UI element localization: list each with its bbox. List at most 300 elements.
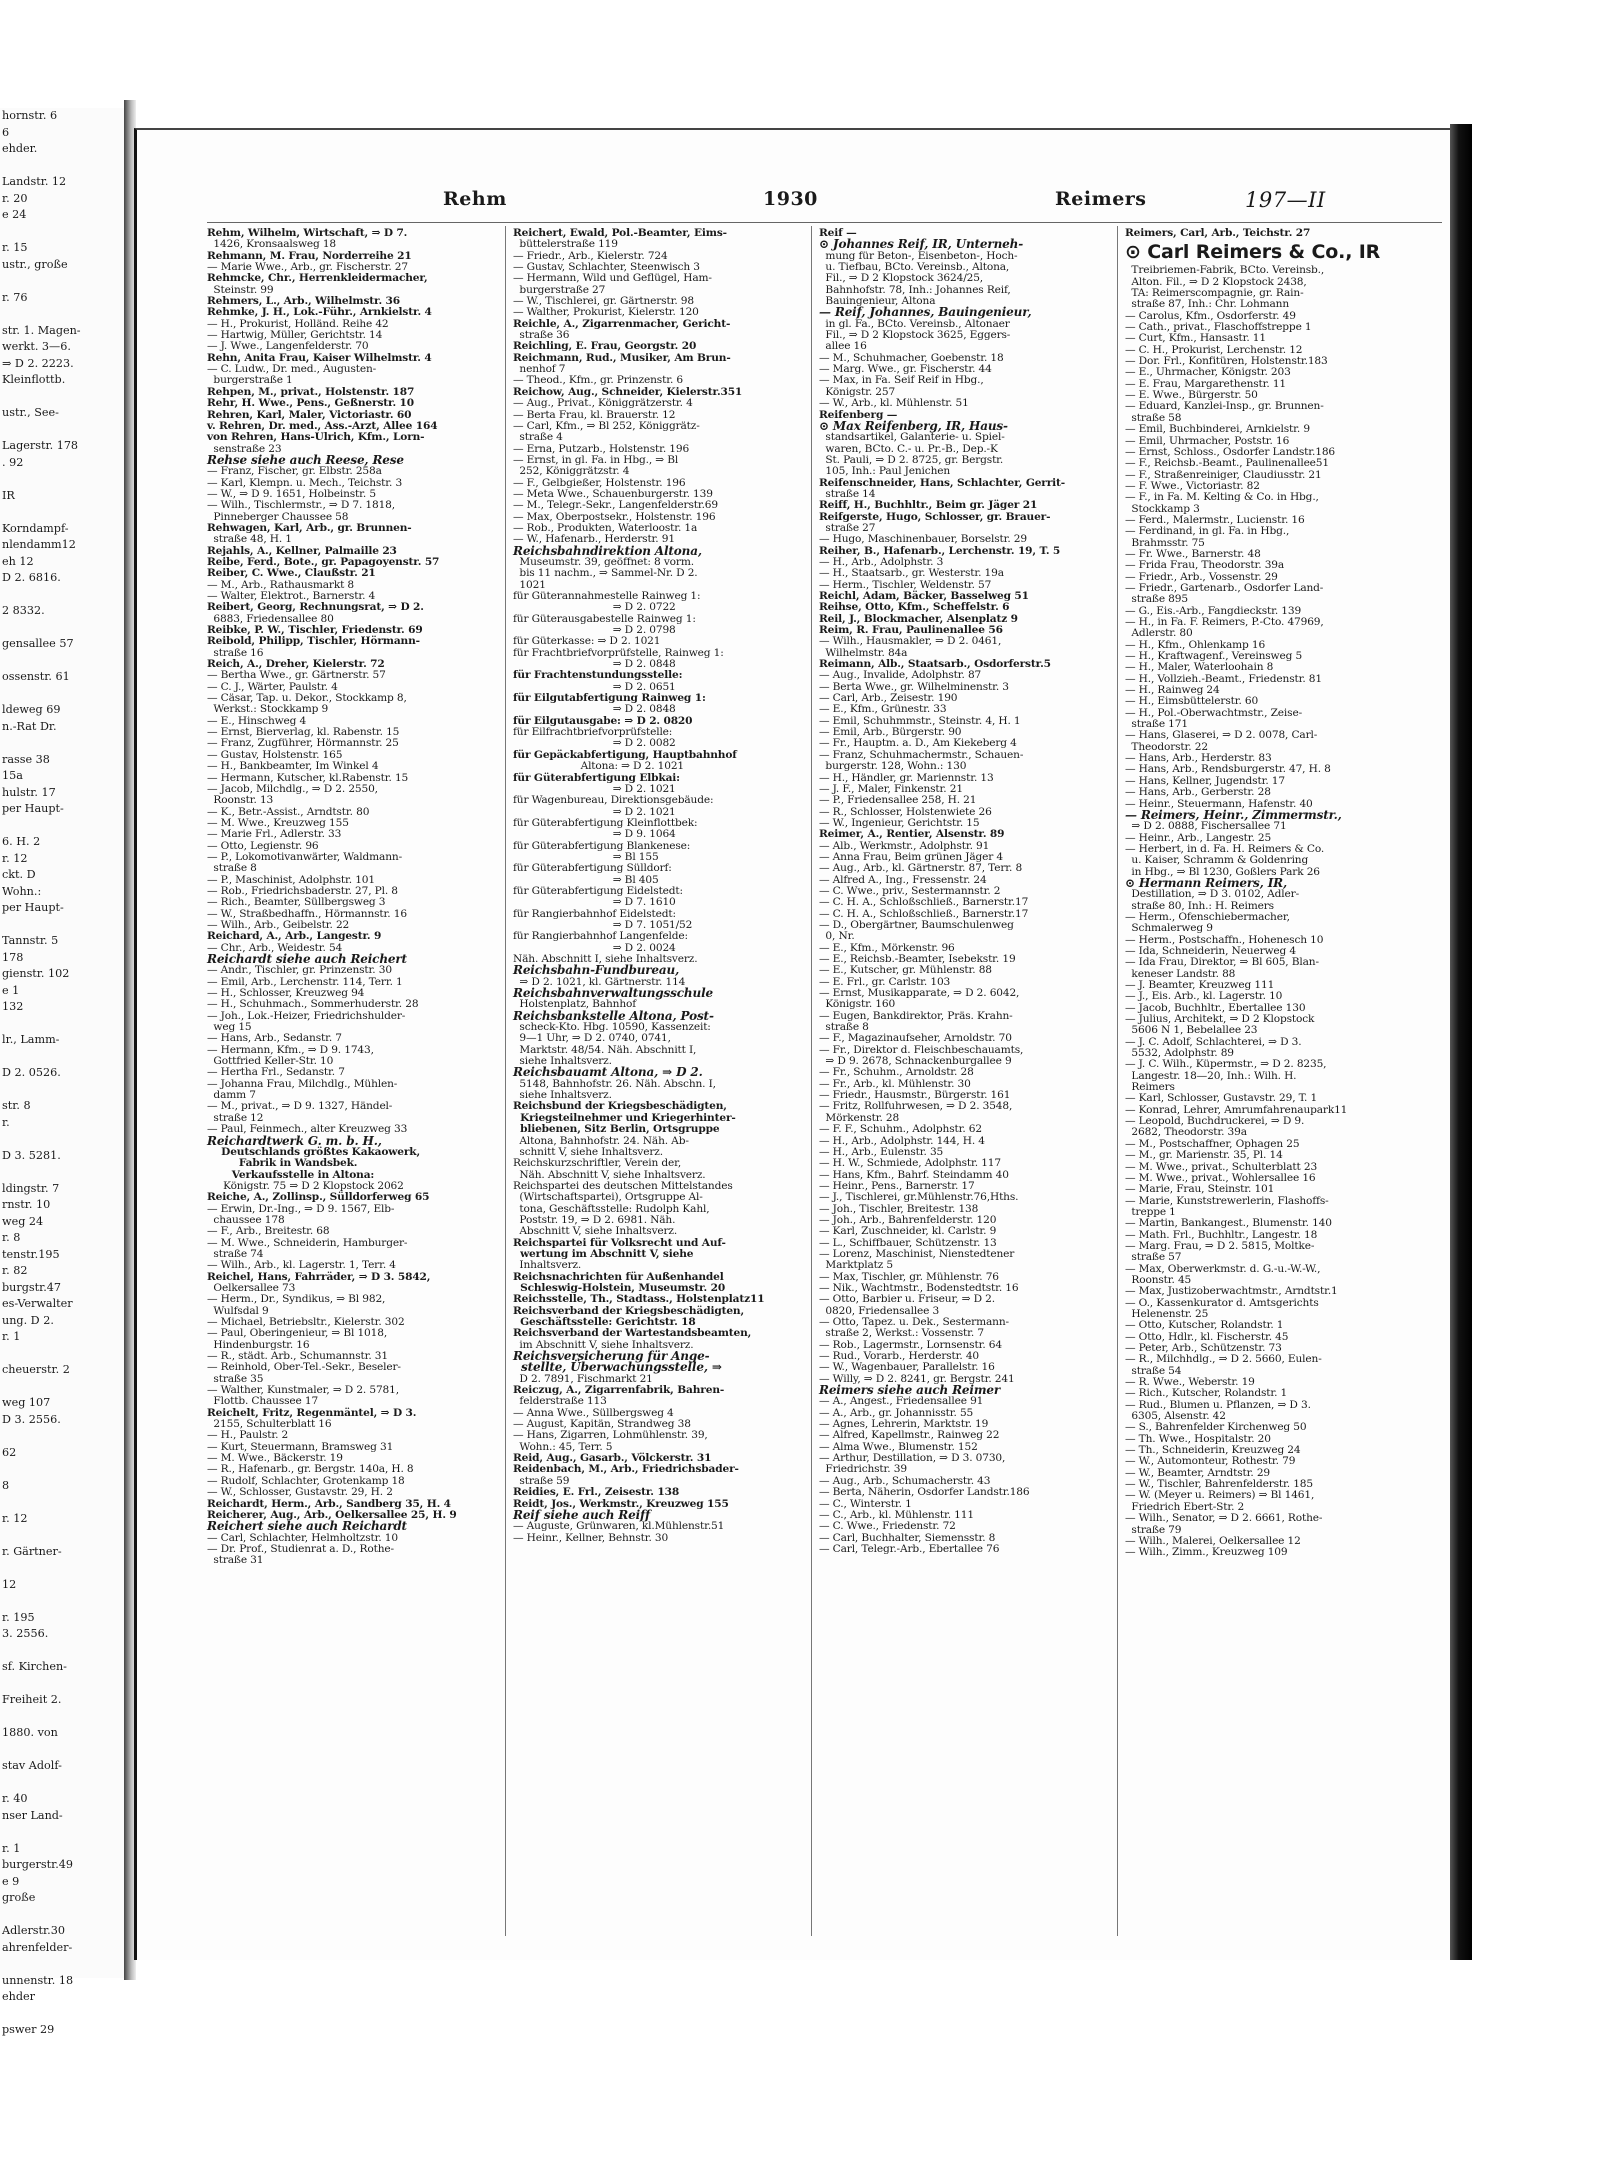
prev-page-line: r. 40 (2, 1792, 28, 1805)
prev-page-line: D 3. 5281. (2, 1148, 61, 1162)
entry-line: ⇒ D 2. 0651 (513, 680, 676, 693)
entry-line: — Kurt, Steuermann, Bramsweg 31 (207, 1440, 394, 1453)
entry-line: — C. H. A., Schloßschließ., Barnerstr.17 (819, 907, 1029, 920)
prev-page-line: Landstr. 12 (2, 175, 67, 188)
entry-heading: Reiber, C. Wwe., Claußstr. 21 (207, 567, 376, 580)
entry-line: — Hans, Arb., Gerberstr. 28 (1125, 786, 1271, 799)
entry-line: — M. Wwe., Schneiderin, Hamburger- (207, 1236, 408, 1249)
entry-line: Reichspartei des deutschen Mittelstandes (513, 1179, 733, 1192)
entry-heading: Reibe, Ferd., Bote., gr. Papagoyenstr. 57 (207, 555, 440, 568)
entry-heading: Reimer, A., Rentier, Alsenstr. 89 (819, 828, 1005, 841)
entry-line: für Güterabfertigung Kleinflottbek: (513, 816, 698, 829)
prev-page-line: ldingstr. 7 (2, 1181, 60, 1195)
entry-line: — R., Milchhdlg., ⇒ D 2. 5660, Eulen- (1125, 1353, 1322, 1366)
entry-line: — Friedr., Gartenarb., Osdorfer Land- (1125, 581, 1324, 594)
entry-line: — Meta Wwe., Schauenburgerstr. 139 (513, 487, 713, 500)
prev-page-line: Tannstr. 5 (2, 934, 59, 947)
entry-line: — Fr., Direktor d. Fleischbeschauamts, (819, 1043, 1024, 1056)
column-2 (513, 228, 803, 1948)
entry-line: büttelerstraße 119 (513, 238, 618, 251)
entry-line: für Eilfrachtbriefvorprüfstelle: (513, 726, 673, 739)
entry-line: straße 12 (207, 1111, 264, 1124)
entry-line: — Otto, Tapez. u. Dek., Sestermann- (819, 1316, 1009, 1328)
entry-line: Brahmsstr. 75 (1125, 536, 1205, 549)
entry-line: Bauingenieur, Altona (819, 295, 936, 308)
entry-heading: Reichert, Ewald, Pol.-Beamter, Eims- (513, 227, 727, 239)
entry-line: — Aug., Arb., Schumacherstr. 43 (819, 1474, 991, 1487)
entry-line: — Marie, Frau, Steinstr. 101 (1125, 1183, 1275, 1196)
entry-line: — Hans, Arb., Herderstr. 83 (1125, 752, 1272, 765)
entry-line: — Rob., Lagermstr., Lornsenstr. 64 (819, 1338, 1002, 1351)
column-1 (207, 228, 497, 1948)
entry-line: — C. Wwe., priv., Sestermannstr. 2 (819, 884, 1001, 897)
entry-line: — J. C. Wilh., Küpermstr., ⇒ D 2. 8235, (1125, 1058, 1327, 1071)
entry-line: — Otto, Hdlr., kl. Fischerstr. 45 (1125, 1330, 1289, 1343)
prev-page-line (0, 587, 124, 604)
entry-line: — P., Friedensallee 258, H. 21 (819, 794, 977, 807)
entry-line: Schmalerweg 9 (1125, 922, 1213, 935)
prev-page-line: werkt. 3—6. (2, 340, 71, 353)
entry-heading: Rehren, Karl, Maler, Victoriastr. 60 (207, 408, 412, 421)
entry-line: Museumstr. 39, geöffnet: 8 vorm. (513, 555, 694, 568)
entry-line: — Heinr., Steuermann, Hafenstr. 40 (1125, 797, 1313, 810)
entry-line: — Carl, Arb., Zeisestr. 190 (819, 692, 958, 705)
entry-heading: Reichow, Aug., Schneider, Kielerstr.351 (513, 385, 743, 398)
prev-page-line: ldeweg 69 (2, 703, 61, 716)
entry-line: 5532, Adolphstr. 89 (1125, 1047, 1234, 1060)
entry-line: Theodorstr. 22 (1125, 740, 1208, 753)
entry-line: straße 36 (513, 329, 570, 342)
entry-line: chaussee 178 (207, 1213, 285, 1226)
entry-line: — Walter, Elektrot., Barnerstr. 4 (207, 590, 376, 602)
entry-heading: Reihse, Otto, Kfm., Scheffelstr. 6 (819, 601, 1010, 614)
prev-page-line (0, 653, 124, 670)
entry-line: — A., Arb., gr. Johannisstr. 55 (819, 1406, 974, 1419)
entry-line: — C. Ludw., Dr. med., Augusten- (207, 363, 377, 376)
prev-page-line (0, 1494, 124, 1511)
entry-line: — Joh., Lok.-Heizer, Friedrichshulder- (207, 1009, 406, 1022)
entry-line: Destillation, ⇒ D 3. 0102, Adler- (1125, 888, 1300, 901)
prev-page-line (0, 917, 124, 934)
entry-line: — Herm., Ofenschiebermacher, (1125, 910, 1290, 923)
entry-line: 5606 N 1, Bebelallee 23 (1125, 1024, 1258, 1037)
page-edge-shadow (1450, 124, 1472, 1960)
entry-line: — Dor. Frl., Konfitüren, Holstenstr.183 (1125, 355, 1328, 368)
entry-line: — J. Wwe., Langenfelderstr. 70 (207, 340, 369, 353)
prev-page-line (0, 1379, 124, 1396)
prev-page-line: 62 (2, 1445, 17, 1459)
entry-heading: Reimann, Alb., Staatsarb., Osdorferstr.5 (819, 658, 1051, 671)
prev-page-line: r. 82 (2, 1264, 28, 1277)
entry-line: straße 4 (513, 431, 563, 444)
prev-page-line: Adlerstr.30 (2, 1924, 65, 1937)
prev-page-line: e 9 (2, 1874, 20, 1888)
header-right-word: Reimers (1055, 188, 1147, 210)
entry-line: — C. Wwe., Friedenstr. 72 (819, 1520, 956, 1533)
entry-line: — Otto, Legienstr. 96 (207, 839, 319, 852)
prev-page-line: Wohn.: (2, 884, 42, 898)
entry-line: — Fritz, Rollfuhrwesen, ⇒ D 2. 3548, (819, 1100, 1013, 1113)
prev-page-line (0, 1824, 124, 1841)
entry-line: — M., Postschaffner, Ophagen 25 (1125, 1137, 1300, 1150)
entry-line: — W., Schlosser, Gustavstr. 29, H. 2 (207, 1486, 393, 1499)
prev-page-line (0, 389, 124, 406)
entry-line: — Carl, Schlachter, Helmholtzstr. 10 (207, 1531, 398, 1544)
entry-line: Reimers (1125, 1081, 1175, 1094)
entry-line: Friedrichstr. 39 (819, 1463, 907, 1476)
entry-heading: Rejahls, A., Kellner, Palmaille 23 (207, 544, 397, 557)
entry-line: — E., Hinschweg 4 (207, 714, 307, 727)
entry-line: — Herm., Dr., Syndikus, ⇒ Bl 982, (207, 1293, 386, 1306)
entry-line: burgerstr. 128, Wohn.: 130 (819, 760, 967, 773)
entry-line: — Berta, Näherin, Osdorfer Landstr.186 (819, 1486, 1030, 1499)
entry-line: — Rob., Produkten, Waterloostr. 1a (513, 521, 698, 534)
entry-line: — Aug., Privat., Königgrätzerstr. 4 (513, 397, 693, 410)
entry-line: — Frida Frau, Theodorstr. 39a (1125, 559, 1285, 572)
entry-line: mung für Beton-, Eisenbeton-, Hoch- (819, 249, 1018, 262)
entry-line: Königstr. 257 (819, 385, 896, 398)
entry-heading: — Reif, Johannes, Bauingenieur, (819, 305, 1032, 320)
entry-line: — M., gr. Marienstr. 35, Pl. 14 (1125, 1149, 1283, 1162)
entry-heading: Reichsbahndirektion Altona, (513, 543, 702, 558)
entry-line: — Carolus, Kfm., Osdorferstr. 49 (1125, 309, 1296, 322)
entry-line: — Marie Wwe., Arb., gr. Fischerstr. 27 (207, 261, 408, 274)
entry-heading: für Frachtenstundungsstelle: (513, 669, 683, 682)
entry-line: — F., Magazinaufseher, Arnoldstr. 70 (819, 1032, 1012, 1045)
prev-page-line: per Haupt- (2, 901, 64, 914)
prev-page-line: D 3. 2556. (2, 1412, 61, 1426)
entry-line: — H., Staatsarb., gr. Westerstr. 19a (819, 567, 1004, 580)
entry-line: straße 8 (819, 1021, 869, 1034)
entry-line: 1426, Kronsaalsweg 18 (207, 238, 337, 251)
entry-heading: Rehse siehe auch Reese, Rese (207, 452, 404, 467)
entry-line: — Hugo, Maschinenbauer, Borselstr. 29 (819, 533, 1027, 546)
entry-line: — Heinr., Pens., Barnerstr. 17 (819, 1179, 975, 1192)
prev-page-line (0, 1016, 124, 1033)
prev-page-line (0, 1461, 124, 1478)
entry-heading: Reichsbahnverwaltungsschule (513, 986, 713, 1001)
entry-line: — Max, Oberpostsekr., Holstenstr. 196 (513, 510, 716, 523)
entry-line: — E. Frau, Margarethenstr. 11 (1125, 377, 1287, 390)
entry-line: — R., Schlosser, Holstenwiete 26 (819, 805, 992, 818)
entry-heading: Reimers, Carl, Arb., Teichstr. 27 (1125, 227, 1311, 239)
entry-line: — Eugen, Bankdirektor, Präs. Krahn- (819, 1009, 1013, 1022)
entry-line: — M. Wwe., Bäckerstr. 19 (207, 1452, 343, 1465)
entry-line: — Marie Frl., Adlerstr. 33 (207, 828, 342, 841)
entry-line: straße 59 (513, 1474, 570, 1487)
entry-line: straße 2, Werkst.: Vossenstr. 7 (819, 1327, 984, 1340)
entry-line: — W., Tischler, Bahrenfelderstr. 185 (1125, 1478, 1313, 1491)
entry-line: treppe 1 (1125, 1205, 1176, 1218)
prev-page-line: 6. H. 2 (2, 835, 41, 848)
entry-line: — Rud., Blumen u. Pflanzen, ⇒ D 3. (1125, 1398, 1311, 1411)
column-4 (1125, 228, 1415, 1948)
entry-line: — Johanna Frau, Milchdlg., Mühlen- (207, 1077, 398, 1090)
entry-line: standsartikel, Galanterie- u. Spiel- (819, 431, 1005, 444)
entry-line: — Ernst, Musikapparate, ⇒ D 2. 6042, (819, 987, 1020, 1000)
prev-page-line (0, 1131, 124, 1148)
entry-line: — Peter, Arb., Schützenstr. 73 (1125, 1342, 1282, 1354)
prev-page-line: 2 8332. (2, 604, 45, 617)
entry-heading: Reichsbund der Kriegsbeschädigten, (513, 1100, 727, 1113)
prev-page-line (0, 1643, 124, 1660)
entry-line: — Anna Frau, Beim grünen Jäger 4 (819, 850, 1004, 863)
entry-line: — H., Schlosser, Kreuzweg 94 (207, 987, 365, 1000)
entry-line: ⇒ D 2. 1021 (513, 805, 676, 818)
entry-line: — Franz, Schuhmachermstr., Schauen- (819, 748, 1024, 761)
entry-line: — H., in Fa. F. Reimers, P.-Cto. 47969, (1125, 616, 1324, 628)
entry-line: — P., Lokomotivanwärter, Waldmann- (207, 850, 402, 863)
prev-page-line: ⇒ D 2. 2223. (2, 356, 74, 370)
entry-heading: Verkaufsstelle in Altona: (207, 1168, 375, 1181)
entry-line: — Julius, Architekt, ⇒ D 2 Klopstock (1125, 1013, 1315, 1026)
prev-page-line: 8 (2, 1478, 10, 1492)
entry-line: 9—1 Uhr, ⇒ D 2. 0740, 0741, (513, 1032, 671, 1045)
entry-line: — H., Paulstr. 2 (207, 1429, 289, 1442)
prev-page-line (0, 2006, 124, 2023)
entry-line: Marktstr. 48/54. Näh. Abschnitt I, (513, 1043, 697, 1056)
entry-line: — Heinr., Kellner, Behnstr. 30 (513, 1531, 669, 1544)
entry-line: — W., Automonteur, Rothestr. 79 (1125, 1455, 1296, 1468)
entry-line: Altona: ⇒ D 2. 1021 (513, 760, 685, 773)
entry-line: — Fr., Arb., kl. Mühlenstr. 30 (819, 1077, 971, 1090)
prev-page-line (0, 1049, 124, 1066)
entry-line: — Paul, Feinmech., alter Kreuzweg 33 (207, 1123, 408, 1136)
entry-heading: Reichle, A., Zigarrenmacher, Gericht- (513, 317, 731, 330)
prev-page-line: weg 107 (2, 1396, 51, 1409)
entry-line: Werkst.: Stockkamp 9 (207, 703, 329, 716)
entry-heading: Reichsstelle, Th., Stadtass., Holstenplatz11 (513, 1293, 765, 1306)
entry-line: Fil., ⇒ D 2 Klopstock 3624/25, (819, 272, 984, 285)
entry-line: ⇒ D 9. 2678, Schnackenburgallee 9 (819, 1055, 1012, 1068)
entry-line: — H. W., Schmiede, Adolphstr. 117 (819, 1157, 1001, 1170)
entry-heading: für Eilgutabfertigung Rainweg 1: (513, 692, 706, 705)
entry-heading: Reichardt siehe auch Reichert (207, 952, 407, 966)
entry-line: — Hans, Kfm., Bahrf. Steindamm 40 (819, 1168, 1009, 1181)
prev-page-line: ehder (2, 1990, 35, 2003)
entry-line: St. Pauli, ⇒ D 2. 8725, gr. Bergstr. (819, 453, 1004, 466)
column-divider (811, 226, 812, 1936)
entry-heading: Reichling, E. Frau, Georgstr. 20 (513, 340, 697, 353)
entry-line: — H., Kfm., Ohlenkamp 16 (1125, 638, 1266, 651)
entry-line: — Walther, Kunstmaler, ⇒ D 2. 5781, (207, 1384, 399, 1397)
entry-line: für Güterannahmestelle Rainweg 1: (513, 590, 701, 602)
entry-line: (Wirtschaftspartei), Ortsgruppe Al- (513, 1191, 703, 1204)
entry-line: — M., privat., ⇒ D 9. 1327, Händel- (207, 1100, 393, 1113)
entry-line: Steinstr. 99 (207, 283, 274, 296)
prev-page-line: ossenstr. 61 (2, 670, 70, 683)
entry-line: — M. Wwe., privat., Wohlersallee 16 (1125, 1171, 1316, 1184)
entry-line: — Friedr., Arb., Vossenstr. 29 (1125, 570, 1278, 583)
entry-line: — Lorenz, Maschinist, Nienstedtener (819, 1247, 1015, 1260)
entry-line: — Nik., Wachtmstr., Bodenstedtstr. 16 (819, 1281, 1019, 1294)
entry-line: burgerstraße 1 (207, 374, 293, 387)
entry-heading: Reichert siehe auch Reichardt (207, 1519, 407, 1534)
prev-page-line: ustr., See- (2, 406, 59, 419)
entry-heading: Rehn, Anita Frau, Kaiser Wilhelmstr. 4 (207, 351, 432, 364)
entry-heading: ⊙ Max Reifenberg, IR, Haus- (819, 418, 1008, 433)
entry-line: Helenenstr. 25 (1125, 1307, 1209, 1320)
entry-line: — E., Kfm., Mörkenstr. 96 (819, 941, 955, 954)
entry-heading: wertung im Abschnitt V, siehe (513, 1247, 694, 1260)
entry-heading: Reiff, H., Buchhltr., Beim gr. Jäger 21 (819, 499, 1038, 512)
prev-page-line: 1880. von (2, 1726, 58, 1739)
prev-page-line: 3. 2556. (2, 1627, 49, 1640)
entry-line: Fil., ⇒ D 2 Klopstock 3625, Eggers- (819, 329, 1011, 342)
prev-page-line (0, 1907, 124, 1924)
entry-line: schnitt V, siehe Inhaltsverz. (513, 1145, 663, 1158)
prev-page-line (0, 1527, 124, 1544)
prev-page-line (0, 1560, 124, 1577)
entry-line: — E., Reichsb.-Beamter, Isebekstr. 19 (819, 953, 1016, 965)
entry-line: straße 27 (819, 521, 876, 534)
entry-heading: Rehmers, L., Arb., Wilhelmstr. 36 (207, 295, 400, 308)
entry-line: 1021 (513, 578, 546, 591)
entry-line: straße 35 (207, 1372, 264, 1385)
entry-line: — H., Prokurist, Holländ. Reihe 42 (207, 317, 389, 330)
entry-line: straße 87, Inh.: Chr. Lohmann (1125, 298, 1290, 311)
entry-line: — Anna Wwe., Süllbergsweg 4 (513, 1406, 674, 1419)
prev-page-line: r. 15 (2, 241, 28, 254)
prev-page-line: ahrenfelder- (2, 1940, 73, 1954)
entry-heading: Reifgerste, Hugo, Schlosser, gr. Brauer- (819, 510, 1051, 523)
entry-line: 6305, Alsenstr. 42 (1125, 1410, 1226, 1423)
prev-page-line (0, 686, 124, 703)
entry-heading: Reiche, A., Zollinsp., Sülldorferweg 65 (207, 1191, 430, 1204)
entry-heading: Reid, Aug., Gasarb., Völckerstr. 31 (513, 1452, 712, 1465)
entry-heading: für Güterabfertigung Elbkai: (513, 771, 680, 784)
entry-line: — Emil, Arb., Lerchenstr. 114, Terr. 1 (207, 975, 403, 988)
prev-page-line (0, 735, 124, 752)
entry-line: Mörkenstr. 28 (819, 1111, 900, 1124)
entry-line: ⇒ D 2. 1021 (513, 782, 676, 795)
entry-line: burgerstraße 27 (513, 283, 606, 296)
entry-heading: Deutschlands größtes Kakaowerk, (207, 1145, 420, 1158)
entry-line: — H., Händler, gr. Mariennstr. 13 (819, 771, 994, 784)
column-3 (819, 228, 1109, 1948)
entry-line: weg 15 (207, 1021, 252, 1034)
entry-line: — Theod., Kfm., gr. Prinzenstr. 6 (513, 374, 683, 387)
entry-line: D 2. 7891, Fischmarkt 21 (513, 1372, 653, 1385)
entry-line: — Ida, Schneiderin, Neuerweg 4 (1125, 944, 1296, 957)
entry-line: Flottb. Chaussee 17 (207, 1395, 319, 1408)
prev-page-line (0, 1346, 124, 1363)
entry-line: — Karl, Zuschneider, kl. Carlstr. 9 (819, 1225, 997, 1238)
prev-page-line: tenstr.195 (2, 1247, 60, 1261)
prev-page-line: IR (2, 488, 15, 502)
entry-line: — Gustav, Schlachter, Steenwisch 3 (513, 261, 700, 274)
entry-line: für Wagenbureau, Direktionsgebäude: (513, 794, 714, 807)
entry-line: straße 31 (207, 1554, 264, 1567)
entry-line: — H., Arb., Adolphstr. 144, H. 4 (819, 1134, 985, 1147)
entry-line: — Wilh., Hausmakler, ⇒ D 2. 0461, (819, 635, 1002, 648)
entry-line: Reichskurzschriftler, Verein der, (513, 1157, 682, 1170)
entry-line: — M., Schuhmacher, Goebenstr. 18 (819, 351, 1004, 364)
entry-heading: Reichelt, Fritz, Regenmäntel, ⇒ D 3. (207, 1406, 417, 1419)
entry-line: — F. F., Schuhm., Adolphstr. 62 (819, 1123, 982, 1136)
prev-page-line: r. Gärtner- (2, 1544, 62, 1558)
prev-page-line (0, 1956, 124, 1973)
entry-line: — R., städt. Arb., Schumannstr. 31 (207, 1350, 388, 1363)
prev-page-line: n.-Rat Dr. (2, 719, 57, 733)
column-divider (1117, 226, 1118, 1936)
entry-line: — M., Arb., Rathausmarkt 8 (207, 578, 355, 591)
prev-page-line: Kleinflottb. (2, 373, 66, 386)
prev-page-line (0, 1082, 124, 1099)
entry-line: — O., Kassenkurator d. Amtsgerichts (1125, 1296, 1319, 1309)
prev-page-line: sf. Kirchen- (2, 1660, 67, 1673)
prev-page-line (0, 1676, 124, 1693)
prev-page-line: 178 (2, 950, 24, 964)
entry-heading: Reiher, B., Hafenarb., Lerchenstr. 19, T. 5 (819, 544, 1061, 557)
entry-line: — Joh., Tischler, Breitestr. 138 (819, 1202, 979, 1215)
entry-line: — Erwin, Dr.-Ing., ⇒ D 9. 1567, Elb- (207, 1202, 395, 1215)
prev-page-line: ehder. (2, 142, 38, 155)
entry-line: Oelkersallee 73 (207, 1281, 296, 1294)
entry-line: — Fr., Hauptm. a. D., Am Kiekeberg 4 (819, 737, 1017, 750)
prev-page-line (0, 620, 124, 637)
entry-heading: — Reimers, Heinr., Zimmermstr., (1125, 807, 1342, 822)
entry-line: — W., Straßbedhaffn., Hörmannstr. 16 (207, 907, 407, 920)
entry-heading: bliebenen, Sitz Berlin, Ortsgruppe (513, 1123, 720, 1136)
prev-page-line: r. 12 (2, 851, 28, 865)
entry-line: — Fr., Schuhm., Arnoldstr. 28 (819, 1066, 974, 1079)
entry-line: 0, Nr. (819, 930, 855, 943)
entry-heading: Reichsnachrichten für Außenhandel (513, 1270, 724, 1283)
entry-line: — F. Wwe., Victoriastr. 82 (1125, 479, 1260, 492)
entry-line: für Frachtbriefvorprüfstelle, Rainweg 1: (513, 646, 724, 659)
prev-page-line (0, 1428, 124, 1445)
entry-line: — W., Wagenbauer, Parallelstr. 16 (819, 1361, 995, 1374)
entry-line: — Dr. Prof., Studienrat a. D., Rothe- (207, 1542, 394, 1555)
entry-line: Holstenplatz, Bahnhof (513, 998, 637, 1011)
prev-page-line: D 2. 6816. (2, 571, 61, 584)
entry-line: ⇒ D 2. 1021, kl. Gärtnerstr. 114 (513, 975, 686, 988)
entry-line: straße 80, Inh.: H. Reimers (1125, 899, 1274, 912)
entry-line: — Aug., Arb., kl. Gärtnerstr. 87, Terr. 8 (819, 862, 1023, 875)
entry-line: Näh. Abschnitt I, siehe Inhaltsverz. (513, 953, 698, 965)
entry-line: senstraße 23 (207, 442, 282, 455)
entry-line: straße 16 (207, 646, 264, 659)
entry-line: — Th., Schneiderin, Kreuzweg 24 (1125, 1444, 1301, 1457)
entry-heading: Reim, R. Frau, Paulinenallee 56 (819, 624, 1003, 637)
prev-page-line: eh 12 (2, 554, 34, 568)
previous-page-fragment (0, 108, 127, 2036)
entry-line: — Herm., Tischler, Weldenstr. 57 (819, 578, 992, 591)
entry-line: — Wilh., Tischlermstr., ⇒ D 7. 1818, (207, 499, 395, 512)
entry-line: 0820, Friedensallee 3 (819, 1304, 940, 1317)
prev-page-line: r. 8 (2, 1231, 21, 1244)
entry-line: straße 14 (819, 487, 876, 500)
entry-line: Treibriemen-Fabrik, BCto. Vereinsb., (1125, 264, 1325, 277)
entry-line: 2682, Theodorstr. 39a (1125, 1126, 1247, 1139)
entry-heading: Rehmke, J. H., Lok.-Führ., Arnkielstr. 4 (207, 306, 432, 319)
entry-line: — Jacob, Buchhltr., Ebertallee 130 (1125, 1001, 1306, 1014)
entry-heading: Reicherer, Aug., Arb., Oelkersallee 25, H. 9 (207, 1508, 457, 1521)
entry-line: — Ferd., Malermstr., Lucienstr. 16 (1125, 513, 1305, 526)
entry-line: tona, Geschäftsstelle: Rudolph Kahl, (513, 1202, 710, 1215)
entry-line: — W., Arb., kl. Mühlenstr. 51 (819, 397, 969, 410)
prev-page-line: str. 1. Magen- (2, 323, 81, 337)
prev-page-line: r. 195 (2, 1610, 35, 1624)
entry-line: — G., Eis.-Arb., Fangdieckstr. 139 (1125, 604, 1302, 617)
entry-line: — R., Hafenarb., gr. Bergstr. 140a, H. 8 (207, 1463, 414, 1476)
entry-line: — Carl, Kfm., ⇒ Bl 252, Königgrätz- (513, 419, 700, 432)
entry-heading: Reibert, Georg, Rechnungsrat, ⇒ D 2. (207, 601, 424, 614)
entry-line: Wulfsdal 9 (207, 1304, 269, 1317)
entry-line: — Friedr., Arb., Kielerstr. 724 (513, 249, 668, 262)
prev-page-line: r. 1 (2, 1841, 21, 1855)
